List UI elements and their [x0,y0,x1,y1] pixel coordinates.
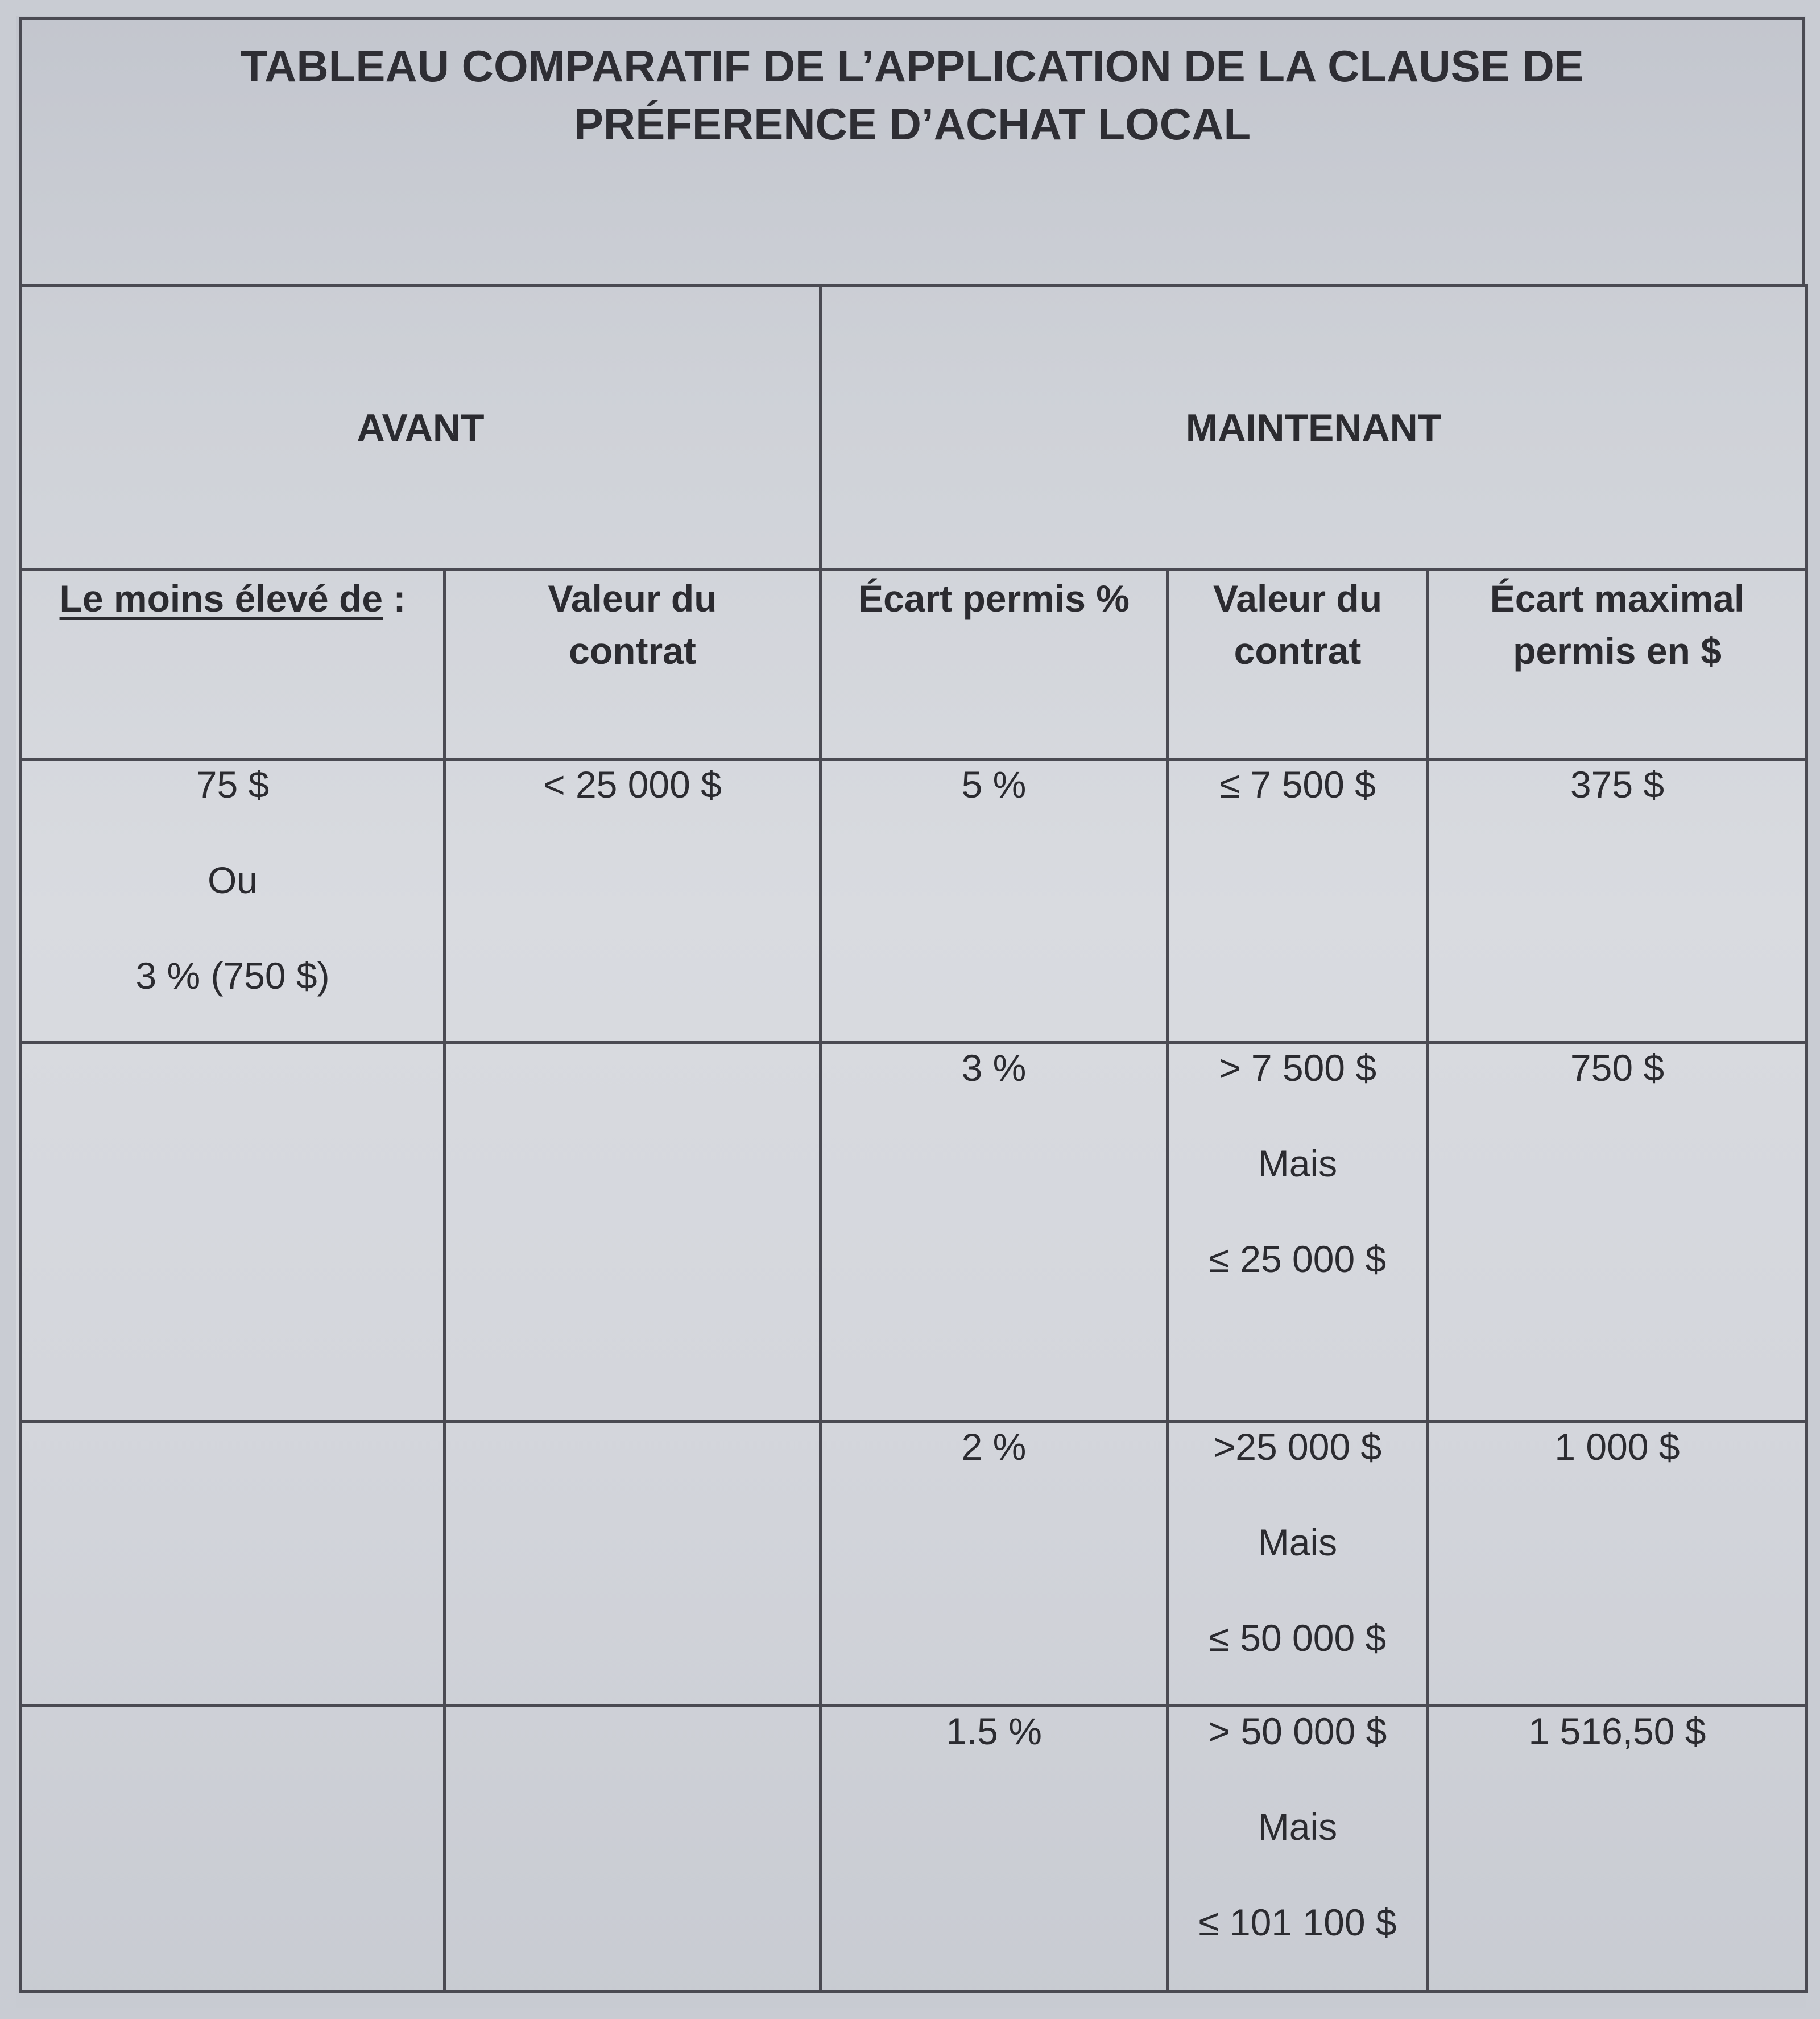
cell-ecart-max: 375 $ [1428,759,1807,1043]
cell-valeur-avant [445,1043,821,1422]
cell-ecart-max: 1 516,50 $ [1428,1706,1807,1992]
cell-ecart-pct: 3 % [821,1043,1168,1422]
cell-ecart-max: 750 $ [1428,1043,1807,1422]
column-header-row [21,570,1807,759]
column-header-valeur-avant-line-1: Valeur du [548,577,717,620]
column-header-valeur-maintenant-line-1: Valeur du [1213,577,1383,620]
cell-valeur-avant [445,1422,821,1706]
column-header-valeur-maintenant-line-2: contrat [1234,630,1362,672]
cell-ecart-pct: 5 % [821,759,1168,1043]
table-row [21,1043,1807,1422]
table-row [21,1422,1807,1706]
cell-line: ≤ 7 500 $ [1219,763,1376,806]
table-row [21,1706,1807,1992]
comparison-table [19,284,1808,1993]
column-header-ecart-max [1428,570,1807,759]
title-box [19,17,1805,284]
column-header-moins-eleve [21,570,445,759]
cell-valeur-avant: < 25 000 $ [445,759,821,1043]
group-header-maintenant: MAINTENANT [821,286,1807,570]
cell-line: > 50 000 $ [1208,1710,1387,1752]
group-header-row [21,286,1807,570]
cell-line: > 7 500 $ [1218,1047,1377,1089]
document-title-line-2: PRÉFERENCE D’ACHAT LOCAL [573,99,1251,149]
cell-moins-eleve [21,1043,445,1422]
cell-line: Mais [1258,1142,1338,1184]
cell-moins-eleve [21,1422,445,1706]
cell-valeur-maintenant [1168,1706,1428,1992]
cell-moins-eleve [21,759,445,1043]
cell-valeur-maintenant [1168,759,1428,1043]
column-header-moins-eleve-label: Le moins élevé de [59,577,383,620]
cell-line: ≤ 25 000 $ [1209,1238,1387,1280]
cell-ecart-pct: 1.5 % [821,1706,1168,1992]
column-header-valeur-avant-line-2: contrat [569,630,696,672]
cell-valeur-avant [445,1706,821,1992]
document-title-line-1: TABLEAU COMPARATIF DE L’APPLICATION DE LA CLAUSE DE [241,41,1584,91]
column-header-valeur-avant [445,570,821,759]
column-header-ecart-max-line-1: Écart maximal [1490,577,1745,620]
cell-line: >25 000 $ [1213,1426,1382,1468]
column-header-valeur-maintenant [1168,570,1428,759]
cell-line: Mais [1258,1806,1338,1848]
cell-line: ≤ 101 100 $ [1198,1901,1397,1943]
column-header-ecart-max-line-2: permis en $ [1513,630,1722,672]
cell-line: Ou [207,859,258,901]
cell-moins-eleve [21,1706,445,1992]
cell-line: 3 % (750 $) [135,955,330,997]
cell-valeur-maintenant [1168,1043,1428,1422]
table-row [21,759,1807,1043]
cell-ecart-pct: 2 % [821,1422,1168,1706]
cell-line: 75 $ [196,763,270,806]
group-header-avant: AVANT [21,286,821,570]
column-header-ecart-pct [821,570,1168,759]
column-header-ecart-pct-label: Écart permis % [858,577,1130,620]
cell-valeur-maintenant [1168,1422,1428,1706]
column-header-moins-eleve-colon: : [383,577,406,620]
cell-line: ≤ 50 000 $ [1209,1617,1387,1659]
cell-line: Mais [1258,1521,1338,1563]
cell-ecart-max: 1 000 $ [1428,1422,1807,1706]
